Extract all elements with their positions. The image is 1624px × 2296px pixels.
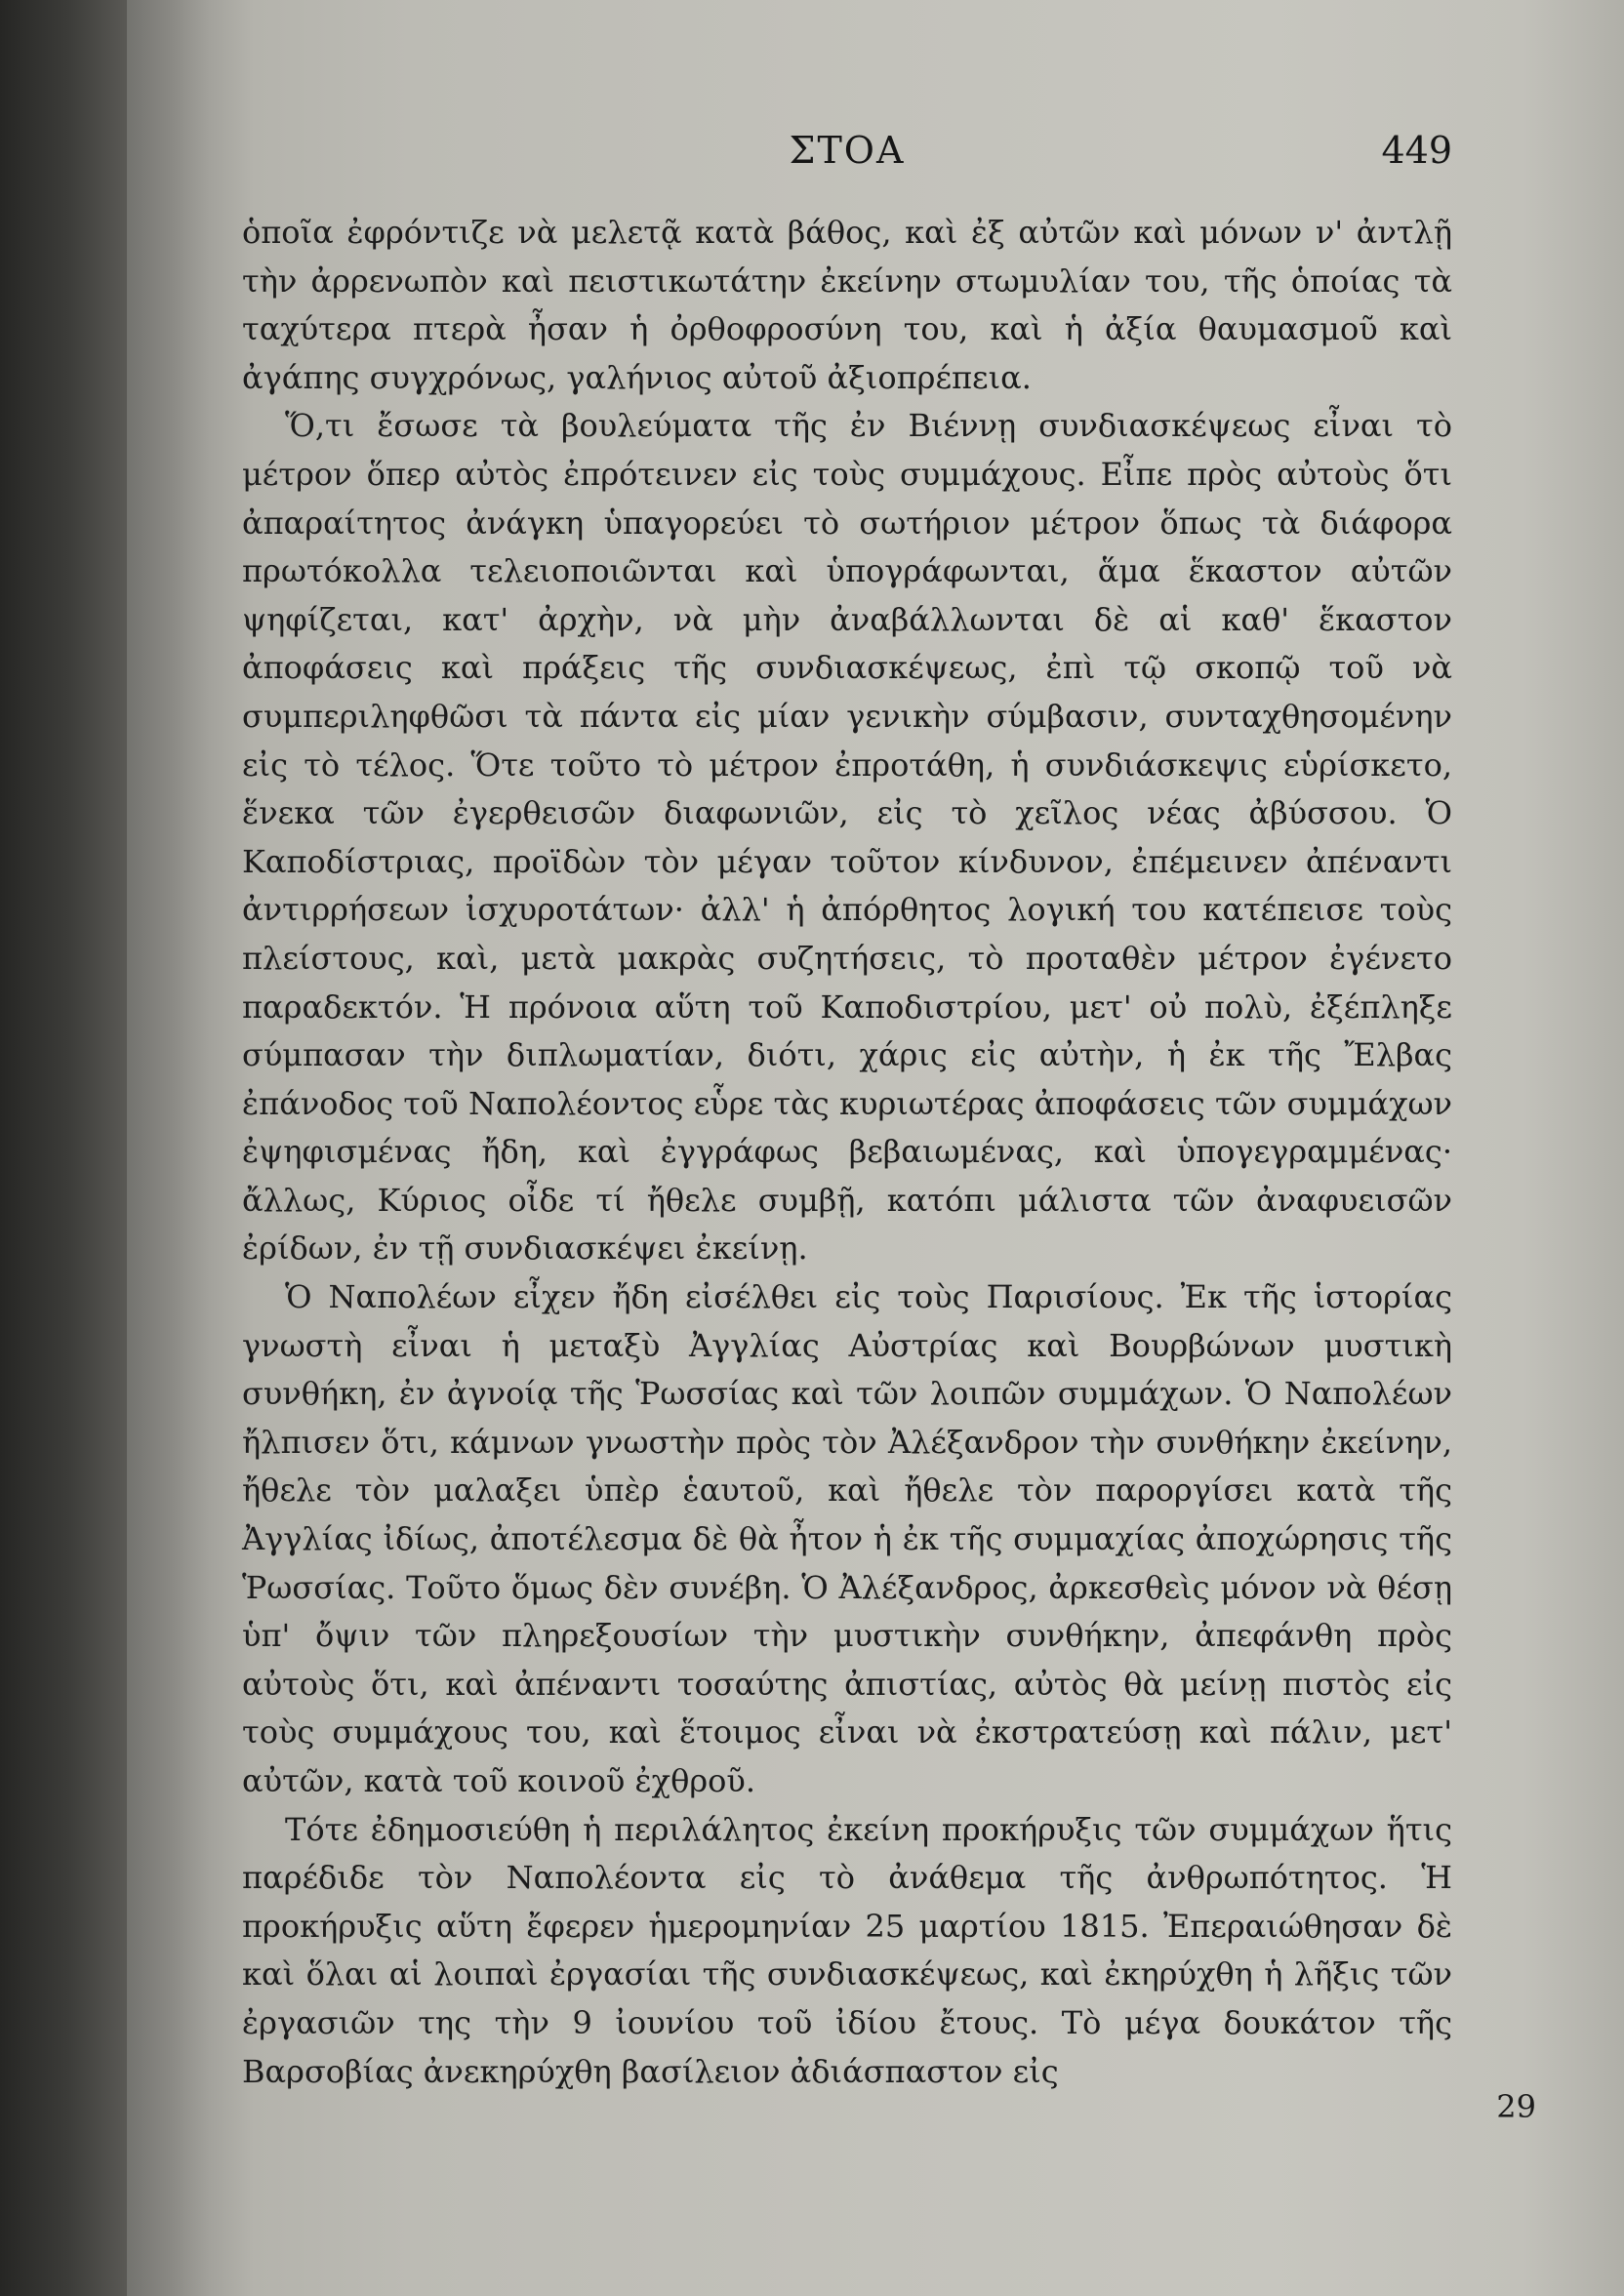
body-text [242, 209, 1452, 2096]
paragraph-3: Ὁ Ναπολέων εἶχεν ἤδη εἰσέλθει εἰς τοὺς Παρισίους. Ἐκ τῆς ἱστορίας γνωστὴ εἶναι ἡ μεταξὺ Ἀγγλίας Αὐστρίας καὶ Βουρβώνων μυστικὴ συνθήκη, ἐν ἀγνοίᾳ τῆς Ῥωσσίας καὶ τῶν λοιπῶν συμμάχων. Ὁ Ναπολέων ἤλπισεν ὅτι, κάμνων γνωστὴν πρὸς τὸν Ἀλέξανδρον τὴν συνθήκην ἐκείνην, ἤθελε τὸν μαλαξει ὑπὲρ ἑαυτοῦ, καὶ ἤθελε τὸν παροργίσει κατὰ τῆς Ἀγγλίας ἰδίως, ἀποτέλεσμα δὲ θὰ ἦτον ἡ ἐκ τῆς συμμαχίας ἀποχώρησις τῆς Ῥωσσίας. Τοῦτο ὅμως δὲν συνέβη. Ὁ Ἀλέξανδρος, ἀρκεσθεὶς μόνον νὰ θέσῃ ὑπ' ὄψιν τῶν πληρεξουσίων τὴν μυστικὴν συνθήκην, ἀπεφάνθη πρὸς αὐτοὺς ὅτι, καὶ ἀπέναντι τοσαύτης ἀπιστίας, αὐτὸς θὰ μείνῃ πιστὸς εἰς τοὺς συμμάχους του, καὶ ἕτοιμος εἶναι νὰ ἐκστρατεύσῃ καὶ πάλιν, μετ' αὐτῶν, κατὰ τοῦ κοινοῦ ἐχθροῦ. [242, 1278, 1452, 1799]
running-title: ΣΤΟΑ [789, 129, 906, 172]
paragraph-2: Ὅ,τι ἔσωσε τὰ βουλεύματα τῆς ἐν Βιέννῃ συνδιασκέψεως εἶναι τὸ μέτρον ὅπερ αὐτὸς ἐπρότεινεν εἰς τοὺς συμμάχους. Εἶπε πρὸς αὐτοὺς ὅτι ἀπαραίτητος ἀνάγκη ὑπαγορεύει τὸ σωτήριον μέτρον ὅπως τὰ διάφορα πρωτόκολλα τελειοποιῶνται καὶ ὑπογράφωνται, ἅμα ἕκαστον αὐτῶν ψηφίζεται, κατ' ἀρχὴν, νὰ μὴν ἀναβάλλωνται δὲ αἱ καθ' ἕκαστον ἀποφάσεις καὶ πράξεις τῆς συνδιασκέψεως, ἐπὶ τῷ σκοπῷ τοῦ νὰ συμπεριληφθῶσι τὰ πάντα εἰς μίαν γενικὴν σύμβασιν, συνταχθησομένην εἰς τὸ τέλος. Ὅτε τοῦτο τὸ μέτρον ἐπροτάθη, ἡ συνδιάσκεψις εὑρίσκετο, ἕνεκα τῶν ἐγερθεισῶν διαφωνιῶν, εἰς τὸ χεῖλος νέας ἀβύσσου. Ὁ Καποδίστριας, προϊδὼν τὸν μέγαν τοῦτον κίνδυνον, ἐπέμεινεν ἀπέναντι ἀντιρρήσεων ἰσχυροτάτων· ἀλλ' ἡ ἀπόρθητος λογική του κατέπεισε τοὺς πλείστους, καὶ, μετὰ μακρὰς συζητήσεις, τὸ προταθὲν μέτρον ἐγένετο παραδεκτόν. Ἡ πρόνοια αὕτη τοῦ Καποδιστρίου, μετ' οὐ πολὺ, ἐξέπληξε σύμπασαν τὴν διπλωματίαν, διότι, χάρις εἰς αὐτὴν, ἡ ἐκ τῆς Ἔλβας ἐπάνοδος τοῦ Ναπολέοντος εὗρε τὰς κυριωτέρας ἀποφάσεις τῶν συμμάχων ἐψηφισμένας ἤδη, καὶ ἐγγράφως βεβαιωμένας, καὶ ὑπογεγραμμένας· ἄλλως, Κύριος οἶδε τί ἤθελε συμβῇ, κατόπι μάλιστα τῶν ἀναφυεισῶν ἐρίδων, ἐν τῇ συνδιασκέψει ἐκείνῃ. [242, 407, 1452, 1268]
running-head [242, 117, 1452, 195]
paragraph-4: Τότε ἐδημοσιεύθη ἡ περιλάλητος ἐκείνη προκήρυξις τῶν συμμάχων ἥτις παρέδιδε τὸν Ναπολέοντα εἰς τὸ ἀνάθεμα τῆς ἀνθρωπότητος. Ἡ προκήρυξις αὕτη ἔφερεν ἡμερομηνίαν 25 μαρτίου 1815. Ἐπεραιώθησαν δὲ καὶ ὅλαι αἱ λοιπαὶ ἐργασίαι τῆς συνδιασκέψεως, καὶ ἐκηρύχθη ἡ λῆξις τῶν ἐργασιῶν της τὴν 9 ἰουνίου τοῦ ἰδίου ἔτους. Τὸ μέγα δουκάτον τῆς Βαρσοβίας ἀνεκηρύχθη βασίλειον ἀδιάσπαστον εἰς [242, 1810, 1452, 2090]
page-number: 449 [1381, 129, 1452, 172]
page-content [242, 117, 1452, 2225]
paragraph-1: ὁποῖα ἐφρόντιζε νὰ μελετᾷ κατὰ βάθος, καὶ ἐξ αὐτῶν καὶ μόνων ν' ἀντλῇ τὴν ἀρρενωπὸν καὶ πειστικωτάτην ἐκείνην στωμυλίαν του, τῆς ὁποίας τὰ ταχύτερα πτερὰ ἦσαν ἡ ὀρθοφροσύνη του, καὶ ἡ ἀξία θαυμασμοῦ καὶ ἀγάπης συγχρόνως, γαλήνιος αὐτοῦ ἀξιοπρέπεια. [242, 214, 1452, 396]
book-gutter-shadow [0, 0, 127, 2296]
signature-mark: 29 [1496, 2088, 1536, 2125]
